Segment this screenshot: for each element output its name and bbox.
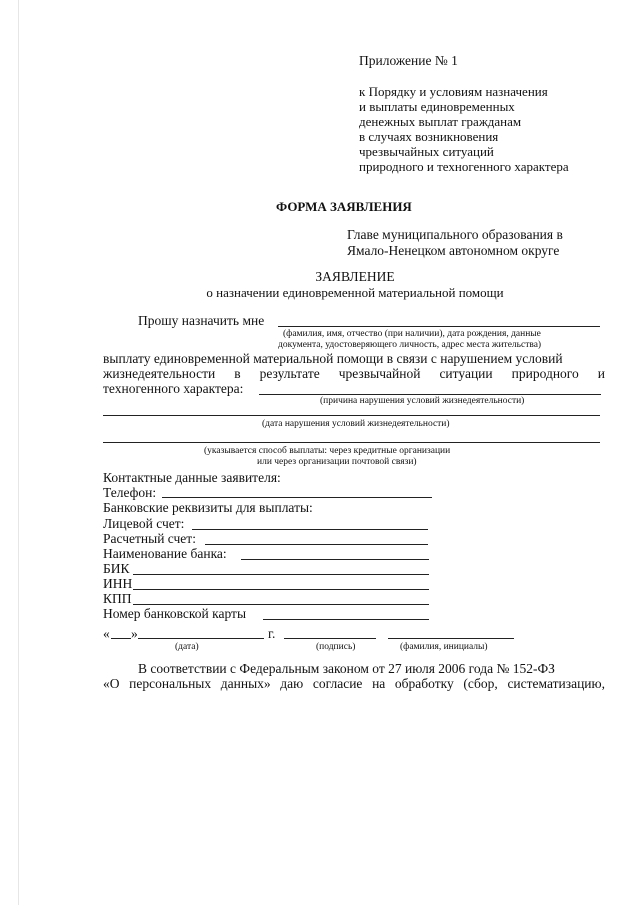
appendix-line: денежных выплат гражданам (359, 114, 522, 129)
request-prefix: Прошу назначить мне (138, 313, 265, 328)
consent-line: «О персональных данных» даю согласие на обработку (сбор, систематизацию, (103, 676, 605, 691)
payment-hint: (указывается способ выплаты: через кредитные организации (204, 446, 451, 456)
bank-title: Банковские реквизиты для выплаты: (103, 500, 313, 515)
card-number-line (263, 619, 429, 620)
date-line (103, 415, 600, 416)
signature-line (284, 638, 376, 639)
bank-field-label: ИНН (103, 576, 133, 591)
kpp-line (133, 604, 429, 605)
inn-line (133, 589, 429, 590)
bank-name-line (241, 559, 429, 560)
payment-hint: или через организации почтовой связи) (257, 457, 417, 467)
contacts-title: Контактные данные заявителя: (103, 470, 281, 485)
appendix-line: в случаях возникновения (359, 129, 499, 144)
date-hint: (дата) (175, 642, 199, 652)
bank-field-label: Номер банковской карты (103, 606, 247, 621)
date-close-quote: » (131, 626, 138, 641)
year-suffix: г. (268, 626, 276, 641)
date-hint: (дата нарушения условий жизнедеятельности) (262, 419, 450, 429)
settlement-account-line (205, 544, 428, 545)
scan-edge (18, 0, 19, 905)
bank-field-label: Лицевой счет: (103, 516, 185, 531)
date-open-quote: « (103, 626, 110, 641)
bank-field-label: БИК (103, 561, 130, 576)
applicant-hint: документа, удостоверяющего личность, адрес места жительства) (278, 340, 542, 350)
signature-hint: (подпись) (316, 642, 356, 652)
appendix-line: чрезвычайных ситуаций (359, 144, 494, 159)
initials-line (388, 638, 514, 639)
bank-field-label: Наименование банка: (103, 546, 227, 561)
phone-line (162, 497, 432, 498)
addressee-line: Главе муниципального образования в (347, 227, 563, 242)
form-title: ФОРМА ЗАЯВЛЕНИЯ (276, 199, 412, 214)
bank-field-label: КПП (103, 591, 132, 606)
cause-line (259, 394, 601, 395)
month-line (138, 638, 264, 639)
appendix-line: к Порядку и условиям назначения (359, 84, 548, 99)
initials-hint: (фамилия, инициалы) (400, 642, 488, 652)
bik-line (133, 574, 429, 575)
appendix-title: Приложение № 1 (359, 53, 458, 68)
request-text-line: жизнедеятельности в результате чрезвычайной ситуации природного и (103, 366, 605, 381)
account-line (192, 529, 428, 530)
applicant-hint: (фамилия, имя, отчество (при наличии), дата рождения, данные (283, 329, 541, 339)
appendix-line: природного и техногенного характера (359, 159, 569, 174)
phone-label: Телефон: (103, 485, 157, 500)
payment-line (103, 442, 600, 443)
day-line (111, 638, 131, 639)
applicant-data-line (278, 326, 600, 327)
request-text-line: выплату единовременной материальной помощи в связи с нарушением условий (103, 351, 563, 366)
bank-field-label: Расчетный счет: (103, 531, 196, 546)
consent-line: В соответствии с Федеральным законом от 27 июля 2006 года № 152-ФЗ (138, 661, 555, 676)
appendix-line: и выплаты единовременных (359, 99, 515, 114)
statement-subtitle: о назначении единовременной материальной помощи (206, 285, 504, 300)
addressee-line: Ямало-Ненецком автономном округе (347, 243, 560, 258)
statement-title: ЗАЯВЛЕНИЕ (315, 269, 395, 284)
request-text-line: техногенного характера: (103, 381, 244, 396)
cause-hint: (причина нарушения условий жизнедеятельности) (320, 396, 525, 406)
